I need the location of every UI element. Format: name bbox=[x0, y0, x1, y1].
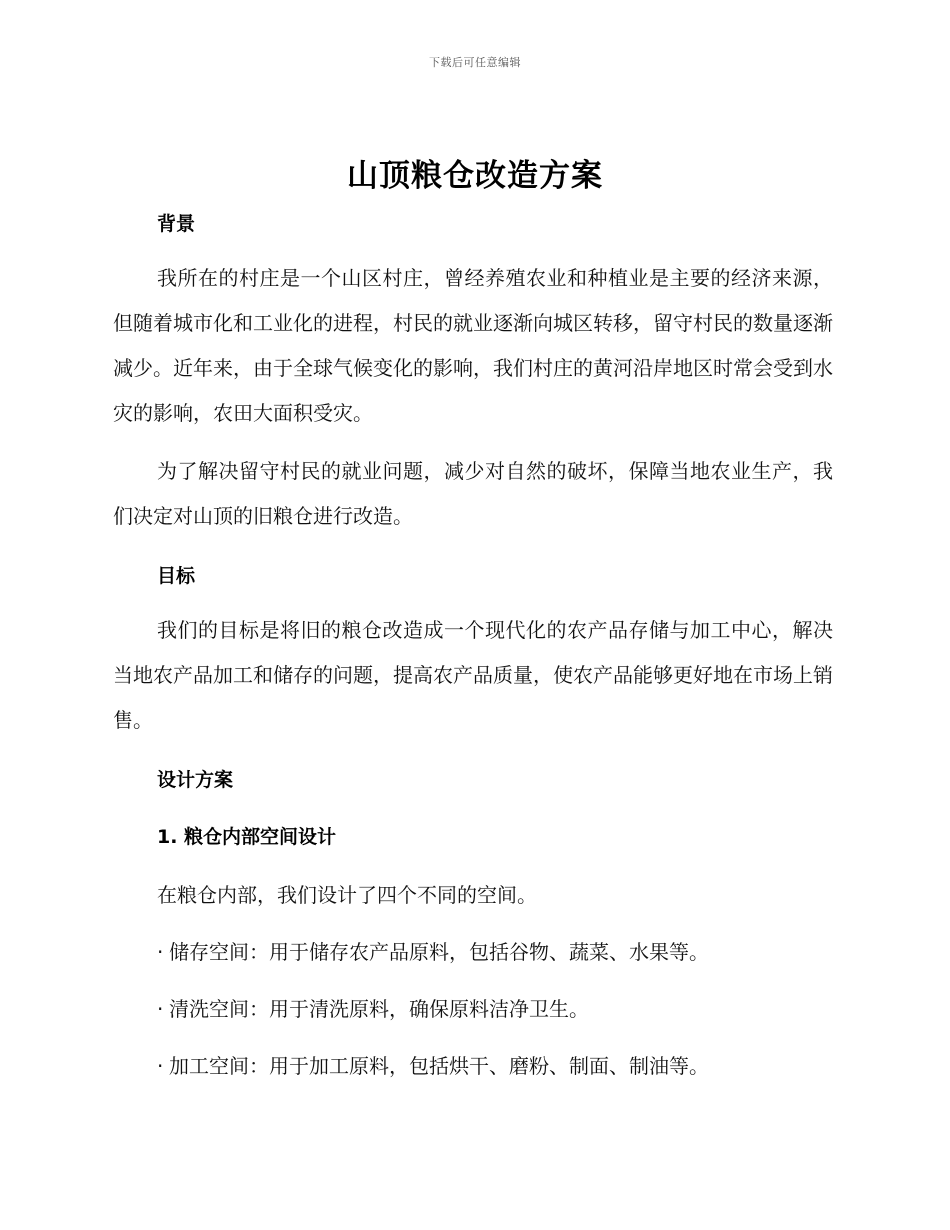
paragraph-background-1: 我所在的村庄是一个山区村庄，曾经养殖农业和种植业是主要的经济来源，但随着城市化和工业化的进程，村民的就业逐渐向城区转移，留守村民的数量逐渐减少。近年来，由于全球气候变化的影响，我们村庄的黄河沿岸地区时常会受到水灾的影响，农田大面积受灾。 bbox=[113, 266, 833, 425]
header-note: 下载后可任意编辑 bbox=[429, 56, 521, 69]
list-item bbox=[157, 1050, 709, 1079]
design-intro: 在粮仓内部，我们设计了四个不同的空间。 bbox=[157, 883, 537, 907]
list-item bbox=[157, 936, 709, 965]
list-item-text: 储存空间：用于储存农产品原料，包括谷物、蔬菜、水果等。 bbox=[169, 940, 709, 964]
heading-background: 背景 bbox=[157, 213, 196, 235]
document-title: 山顶粮仓改造方案 bbox=[347, 158, 603, 194]
subheading-interior-design: 1. 粮仓内部空间设计 bbox=[157, 826, 337, 848]
list-item-text: 清洗空间：用于清洗原料，确保原料洁净卫生。 bbox=[169, 997, 589, 1021]
heading-goal: 目标 bbox=[157, 565, 196, 587]
heading-design: 设计方案 bbox=[157, 769, 234, 791]
paragraph-background-2: 为了解决留守村民的就业问题，减少对自然的破坏，保障当地农业生产，我们决定对山顶的旧粮仓进行改造。 bbox=[113, 459, 833, 528]
list-item bbox=[157, 993, 589, 1022]
list-item-text: 加工空间：用于加工原料，包括烘干、磨粉、制面、制油等。 bbox=[169, 1054, 709, 1078]
paragraph-goal-1: 我们的目标是将旧的粮仓改造成一个现代化的农产品存储与加工中心，解决当地农产品加工和储存的问题，提高农产品质量，使农产品能够更好地在市场上销售。 bbox=[113, 618, 833, 732]
bullet-dot: · bbox=[157, 940, 164, 964]
bullet-dot: · bbox=[157, 1054, 164, 1078]
bullet-dot: · bbox=[157, 997, 164, 1021]
